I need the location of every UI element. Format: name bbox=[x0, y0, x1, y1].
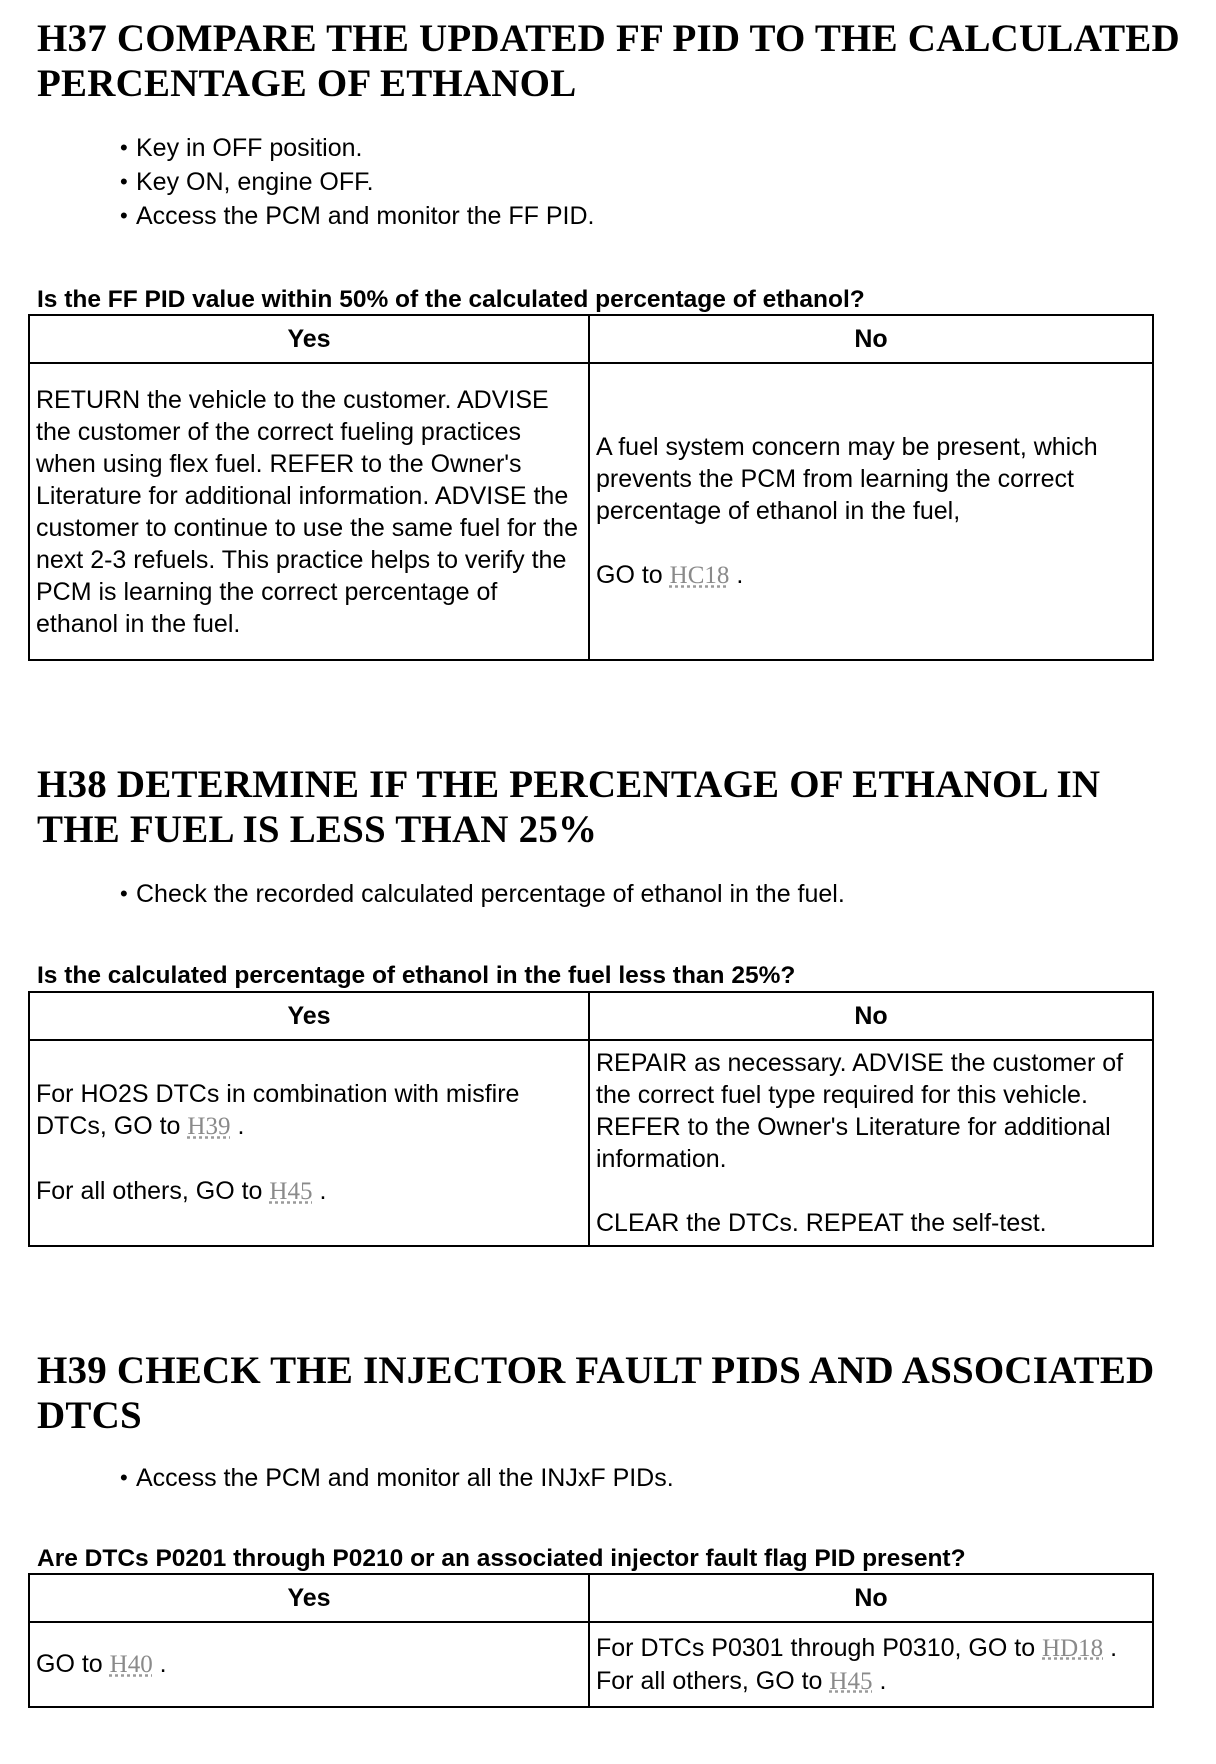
h39-heading: H39 CHECK THE INJECTOR FAULT PIDS AND ASSOCIATED DTCS bbox=[37, 1349, 1155, 1437]
h39-bullet-list bbox=[120, 1461, 674, 1495]
h37-question: Is the FF PID value within 50% of the calculated percentage of ethanol? bbox=[37, 286, 865, 313]
h38-heading: H38 DETERMINE IF THE PERCENTAGE OF ETHANOL IN THE FUEL IS LESS THAN 25% bbox=[37, 763, 1101, 851]
h37-no-header: No bbox=[589, 315, 1153, 363]
h37-no-goto bbox=[596, 559, 1146, 592]
h39-question: Are DTCs P0201 through P0210 or an associated injector fault flag PID present? bbox=[37, 1545, 966, 1572]
link-h40[interactable]: H40 bbox=[109, 1651, 153, 1678]
h38-yes-p2-text: For all others, GO to bbox=[36, 1177, 263, 1205]
link-h39[interactable]: H39 bbox=[187, 1113, 231, 1140]
link-hc18[interactable]: HC18 bbox=[669, 562, 730, 589]
h37-no-cell bbox=[589, 363, 1153, 660]
h38-yes-p1-text: For HO2S DTCs in combination with misfire DTCs, GO to bbox=[36, 1080, 520, 1140]
link-h45[interactable]: H45 bbox=[269, 1178, 313, 1205]
h37-bullet-1: • Key in OFF position. bbox=[120, 131, 595, 165]
h37-no-text: A fuel system concern may be present, which prevents the PCM from learning the correct percentage of ethanol in the fuel, bbox=[596, 433, 1098, 525]
h38-yes-p1-suffix: . bbox=[237, 1112, 245, 1140]
h39-no-mid-text: . For all others, GO to bbox=[596, 1633, 1118, 1695]
h37-bullet-list bbox=[120, 131, 595, 233]
h37-bullet-3: • Access the PCM and monitor the FF PID. bbox=[120, 199, 595, 233]
h38-bullet-1: • Check the recorded calculated percentage of ethanol in the fuel. bbox=[120, 877, 845, 911]
h39-no-cell bbox=[589, 1622, 1153, 1707]
h38-bullet-list bbox=[120, 877, 845, 911]
h37-yes-text: RETURN the vehicle to the customer. ADVISE the customer of the correct fueling practices when using flex fuel. REFER to the Owner's Literature for additional information. ADVISE the customer to continue to use the same fuel for the next 2-3 refuels. This practice helps to verify the PCM is learning the correct percentage of ethanol in the fuel. bbox=[36, 385, 578, 638]
h39-no-header: No bbox=[589, 1574, 1153, 1622]
h37-yes-cell bbox=[29, 363, 589, 660]
link-h45-2[interactable]: H45 bbox=[829, 1667, 873, 1695]
h37-yes-header: Yes bbox=[29, 315, 589, 363]
h38-no-cell bbox=[589, 1040, 1153, 1246]
link-hd18[interactable]: HD18 bbox=[1042, 1634, 1104, 1662]
h38-question: Is the calculated percentage of ethanol in the fuel less than 25%? bbox=[37, 962, 796, 989]
h38-yes-p2-suffix: . bbox=[319, 1177, 327, 1205]
h37-bullet-2: • Key ON, engine OFF. bbox=[120, 165, 595, 199]
h39-no-text: For DTCs P0301 through P0310, GO to bbox=[596, 1633, 1036, 1662]
h38-yes-p2 bbox=[36, 1175, 582, 1208]
h38-no-p2: CLEAR the DTCs. REPEAT the self-test. bbox=[596, 1209, 1047, 1237]
h39-no-suffix: . bbox=[879, 1666, 887, 1695]
h39-yes-cell bbox=[29, 1622, 589, 1707]
h37-decision-table bbox=[28, 314, 1154, 661]
h38-decision-table bbox=[28, 991, 1154, 1247]
h39-decision-table bbox=[28, 1573, 1154, 1708]
h38-yes-p1 bbox=[36, 1078, 582, 1143]
h38-no-p1: REPAIR as necessary. ADVISE the customer of the correct fuel type required for this vehicle. REFER to the Owner's Literature for additional information. bbox=[596, 1049, 1124, 1173]
h38-yes-cell bbox=[29, 1040, 589, 1246]
h39-bullet-1: • Access the PCM and monitor all the INJxF PIDs. bbox=[120, 1461, 674, 1495]
h38-yes-header: Yes bbox=[29, 992, 589, 1040]
h39-yes-suffix: . bbox=[159, 1650, 167, 1678]
h37-heading: H37 COMPARE THE UPDATED FF PID TO THE CALCULATED PERCENTAGE OF ETHANOL bbox=[37, 17, 1180, 105]
h38-no-header: No bbox=[589, 992, 1153, 1040]
h37-no-goto-prefix: GO to bbox=[596, 561, 663, 589]
h39-yes-header: Yes bbox=[29, 1574, 589, 1622]
h37-no-goto-suffix: . bbox=[736, 561, 744, 589]
h39-yes-text: GO to bbox=[36, 1650, 103, 1678]
